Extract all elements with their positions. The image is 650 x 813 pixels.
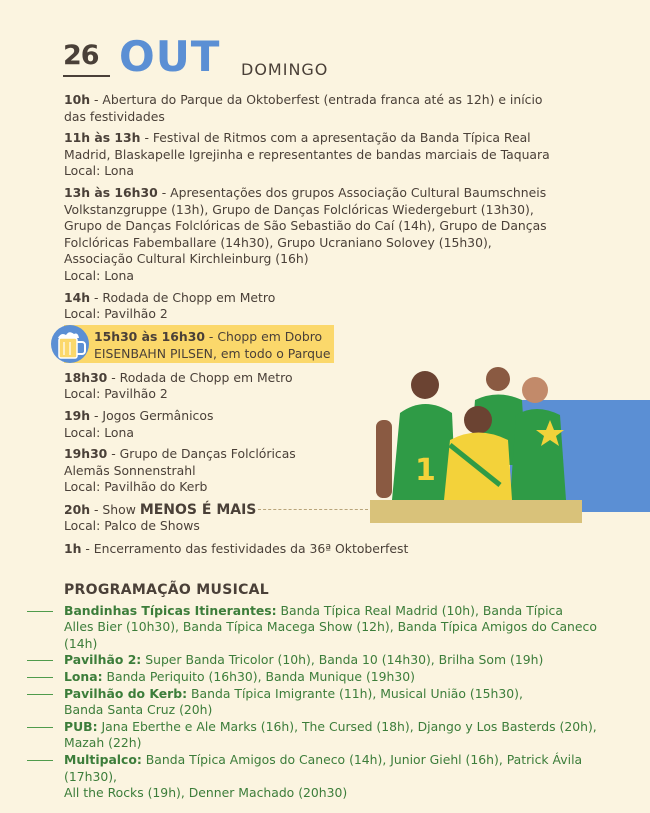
- event-time: 19h30: [64, 446, 108, 462]
- music-row: [64, 686, 624, 719]
- event-item: [64, 185, 564, 285]
- event-text: - Rodada de Chopp em Metro: [90, 289, 276, 305]
- music-row: [64, 752, 624, 802]
- venue-acts: Jana Eberthe e Ale Marks (16h), The Cursed (18h), Django y Los Basterds (20h),: [97, 718, 597, 734]
- venue-acts: Banda Típica Imigrante (11h), Musical União (15h30),: [187, 685, 523, 701]
- venue-acts: Banda Típica Amigos do Caneco (14h), Junior Giehl (16h), Patrick Ávila (17h30),: [64, 751, 583, 784]
- event-item: [64, 130, 564, 180]
- venue-acts-cont: Banda Santa Cruz (20h): [64, 702, 213, 718]
- month-label: OUT: [119, 32, 221, 81]
- music-row: [64, 669, 624, 686]
- event-time: 11h às 13h: [64, 130, 141, 146]
- highlight-title: - Chopp em Dobro: [204, 329, 323, 344]
- event-time: 1h: [64, 541, 82, 557]
- venue-label: PUB:: [64, 718, 98, 734]
- show-name: MENOS É MAIS: [139, 501, 257, 518]
- weekday-label: DOMINGO: [241, 60, 329, 79]
- band-photo: [370, 365, 582, 523]
- venue-acts-cont: Alles Bier (10h30), Banda Típica Macega Show (12h), Banda Típica Amigos do Caneco (14h): [64, 619, 597, 651]
- venue-acts: Banda Típica Real Madrid (10h), Banda Típica: [276, 602, 563, 618]
- event-text: - Encerramento das festividades da 36ª Oktoberfest: [81, 541, 409, 557]
- event-time: 13h às 16h30: [64, 184, 158, 200]
- dashed-divider: [258, 509, 368, 510]
- venue-acts-cont: All the Rocks (19h), Denner Machado (20h30): [64, 785, 348, 801]
- row-line: [27, 677, 53, 678]
- event-item: [64, 92, 564, 125]
- venue-acts: Banda Periquito (16h30), Banda Munique (19h30): [102, 668, 416, 684]
- event-location: Local: Pavilhão 2: [64, 306, 168, 322]
- event-location: Local: Lona: [64, 424, 134, 440]
- event-text: - Apresentações dos grupos Associação Cultural Baumschneis Volkstanzgruppe (13h), Grupo de Danças Folclóricas Wiedergeburt (13h30), Grupo de Danças Folclóricas de São Sebastião do Caí (14h), Grupo de Danças Folclóricas Fabemballare (14h30), Grupo Ucraniano Solovey (15h30), Associação Cultural Kirchleinburg (16h): [64, 184, 547, 267]
- venue-label: Pavilhão 2:: [64, 652, 142, 668]
- event-text: - Jogos Germânicos: [90, 407, 214, 423]
- event-text-line2: Alemãs Sonnenstrahl: [64, 462, 196, 478]
- venue-label: Pavilhão do Kerb:: [64, 685, 188, 701]
- highlight-line2: EISENBAHN PILSEN, em todo o Parque: [94, 345, 331, 361]
- event-location: Local: Pavilhão 2: [64, 386, 168, 402]
- music-row: [64, 603, 624, 653]
- event-location: Local: Lona: [64, 267, 134, 283]
- event-text: - Abertura do Parque da Oktoberfest (entrada franca até as 12h) e início das festividades: [64, 92, 543, 124]
- row-line: [27, 727, 53, 728]
- music-row: [64, 652, 624, 669]
- event-time: 10h: [64, 92, 91, 107]
- row-line: [27, 760, 53, 761]
- show-prefix: - Show: [90, 501, 140, 517]
- row-line: [27, 660, 53, 661]
- highlight-spacer: [64, 328, 564, 370]
- highlight-time: 15h30 às 16h30: [94, 329, 205, 344]
- event-text: - Rodada de Chopp em Metro: [107, 369, 293, 385]
- event-time: 20h: [64, 501, 91, 517]
- music-program: [64, 582, 624, 802]
- music-title: PROGRAMAÇÃO MUSICAL: [64, 582, 270, 598]
- event-time: 14h: [64, 289, 91, 305]
- venue-acts-cont: Mazah (22h): [64, 735, 142, 751]
- event-item: [64, 290, 564, 323]
- event-location: Local: Palco de Shows: [64, 518, 200, 534]
- event-time: 18h30: [64, 369, 108, 385]
- event-text: - Festival de Ritmos com a apresentação da Banda Típica Real Madrid, Blaskapelle Igrejinha e representantes de bandas marciais de Taquara: [64, 130, 550, 162]
- svg-text:1: 1: [415, 453, 436, 488]
- event-location: Local: Lona: [64, 163, 134, 179]
- event-time: 19h: [64, 407, 91, 423]
- closing-item: [64, 541, 564, 558]
- row-line: [27, 611, 53, 612]
- venue-label: Lona:: [64, 668, 103, 684]
- event-location: Local: Pavilhão do Kerb: [64, 479, 208, 495]
- venue-label: Multipalco:: [64, 751, 142, 767]
- row-line: [27, 694, 53, 695]
- venue-acts: Super Banda Tricolor (10h), Banda 10 (14h30), Brilha Som (19h): [141, 652, 544, 668]
- event-text: - Grupo de Danças Folclóricas: [107, 446, 296, 462]
- day-number: 26: [63, 40, 99, 71]
- music-row: [64, 719, 624, 752]
- venue-label: Bandinhas Típicas Itinerantes:: [64, 602, 277, 618]
- day-underline: [63, 75, 110, 77]
